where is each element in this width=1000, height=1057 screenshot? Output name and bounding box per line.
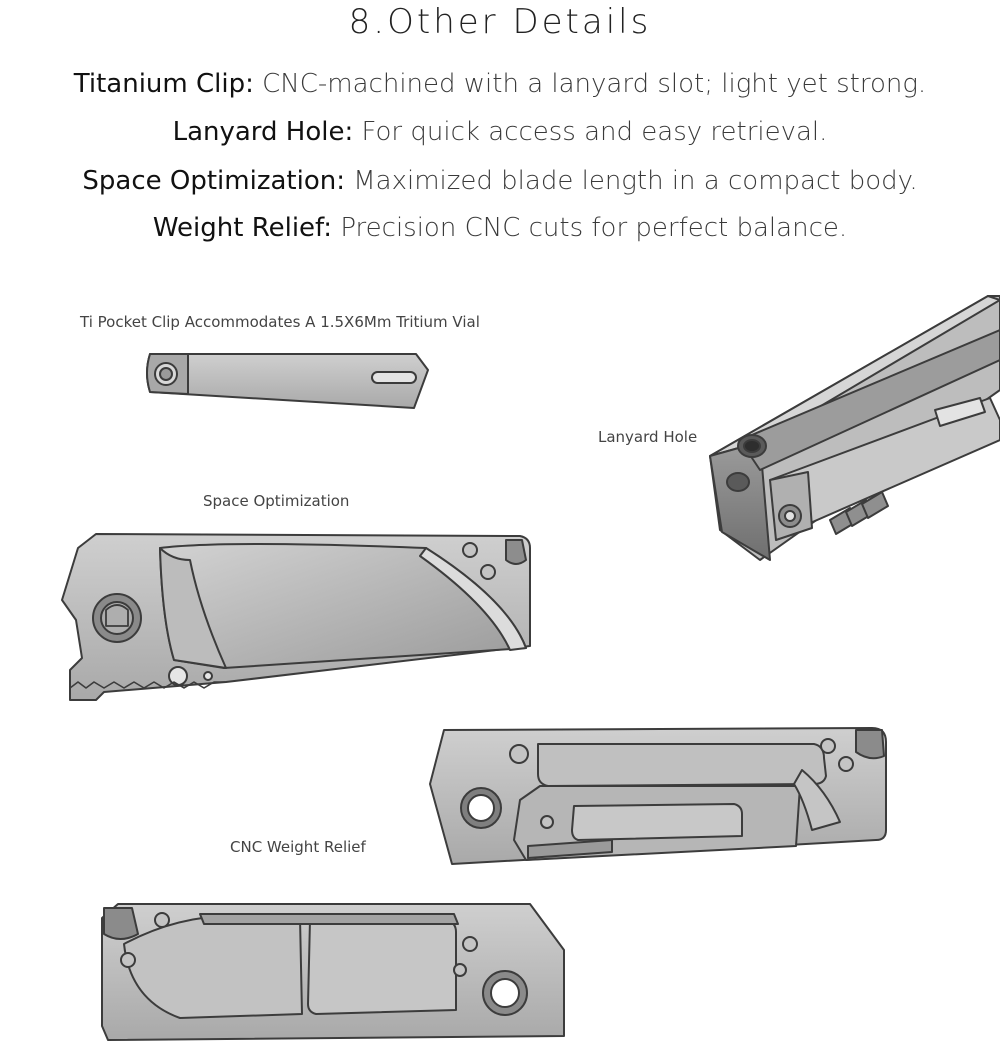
knife-open-illustration [62, 534, 530, 700]
section-title: 8.Other Details [348, 2, 652, 42]
feature-value: Precision CNC cuts for perfect balance. [340, 213, 848, 243]
label-cnc-weight-relief: CNC Weight Relief [230, 838, 366, 856]
lanyard-hole-illustration [710, 296, 1000, 560]
feature-key: Weight Relief: [152, 213, 333, 243]
feature-value: For quick access and easy retrieval. [361, 117, 828, 147]
handle-scale-illustration [430, 728, 886, 864]
label-space-optimization: Space Optimization [203, 492, 350, 510]
pocket-clip-illustration [147, 354, 428, 408]
feature-value: Maximized blade length in a compact body. [353, 166, 918, 196]
feature-key: Titanium Clip: [73, 69, 254, 99]
label-pocket-clip: Ti Pocket Clip Accommodates A 1.5X6Mm Tritium Vial [80, 313, 480, 331]
feature-key: Space Optimization: [82, 166, 345, 196]
label-lanyard-hole: Lanyard Hole [598, 428, 698, 446]
feature-value: CNC-machined with a lanyard slot; light yet strong. [262, 69, 927, 99]
feature-key: Lanyard Hole: [172, 117, 354, 147]
handle-back-illustration [102, 904, 564, 1040]
